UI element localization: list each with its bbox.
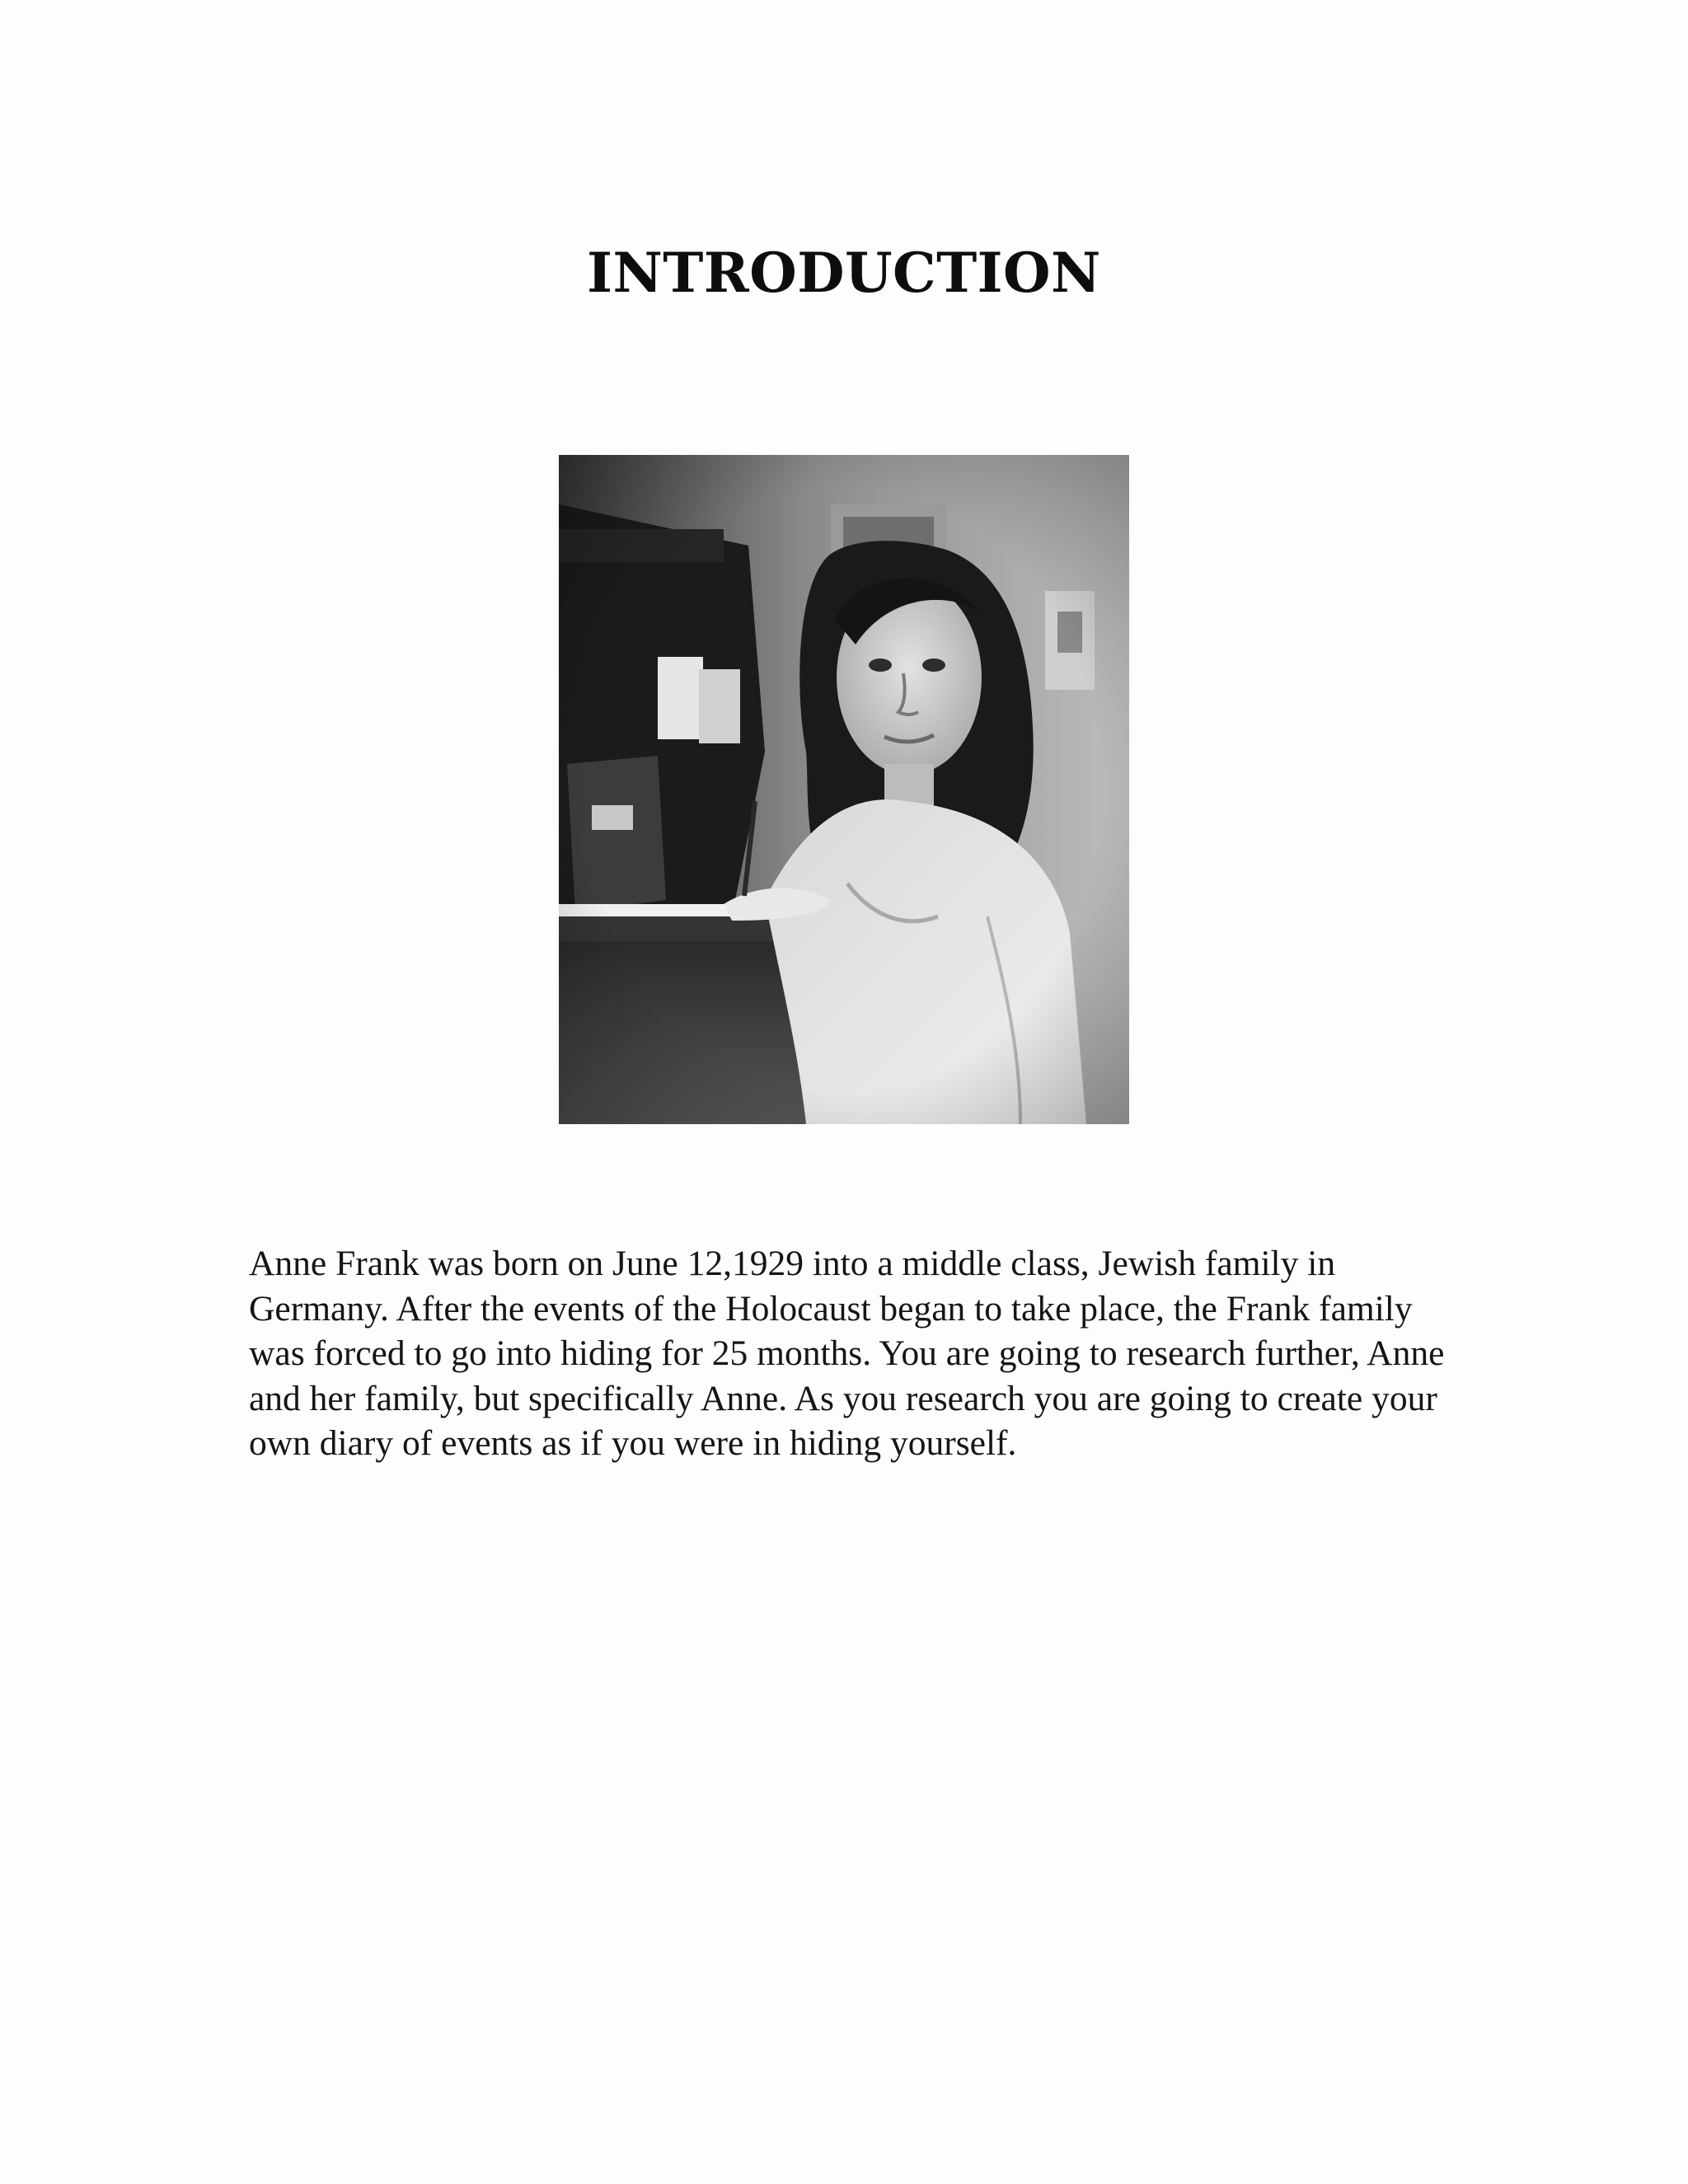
body-paragraph: Anne Frank was born on June 12,1929 into a middle class, Jewish family in Germany. After the events of the Holocaust began to take place, the Frank family was forced to go into hiding for 25 months. You are going to research further, Anne and her family, but specifically Anne. As you research you are going to create your own diary of events as if you were in hiding yourself. (249, 1244, 1445, 1463)
portrait-photo-icon (559, 455, 1129, 1124)
page-title: INTRODUCTION (587, 241, 1101, 305)
portrait-photo (559, 455, 1129, 1124)
